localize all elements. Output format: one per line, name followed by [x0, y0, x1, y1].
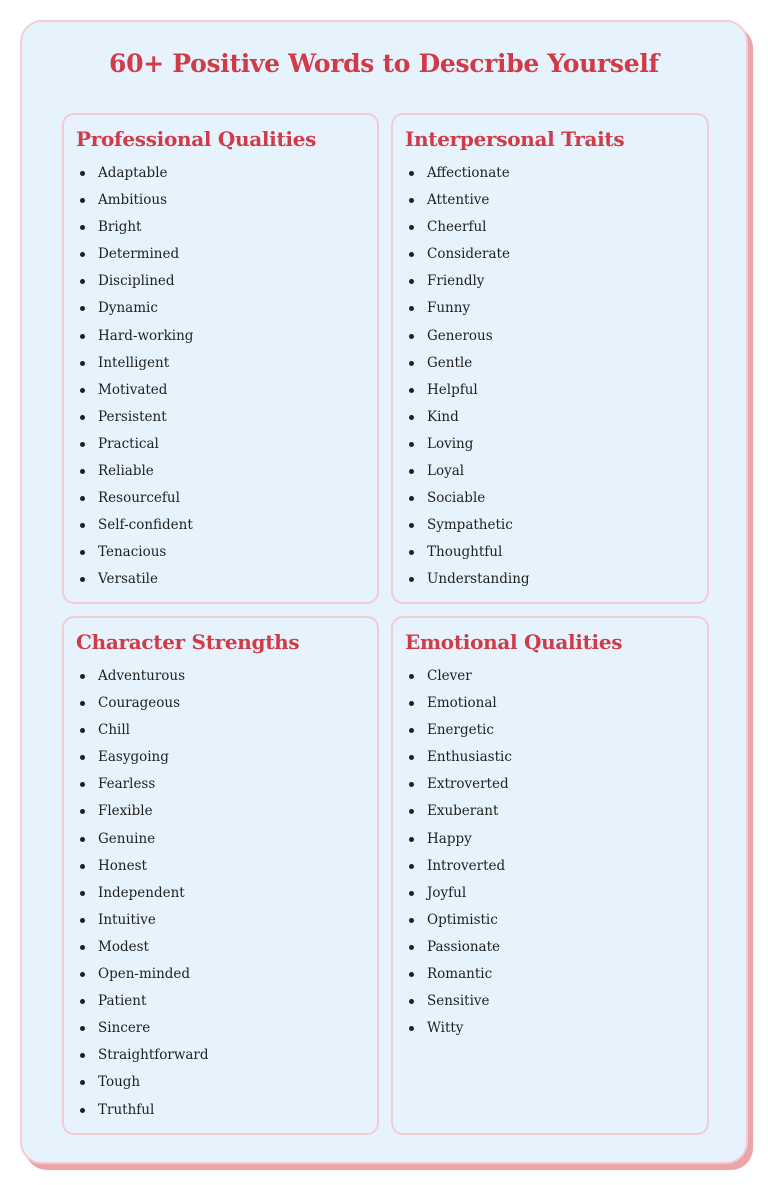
list-item: Adaptable — [77, 163, 193, 190]
list-item: Understanding — [406, 569, 530, 596]
list-item: Emotional — [406, 693, 512, 720]
section-heading: Professional Qualities — [76, 127, 317, 151]
list-item: Clever — [406, 666, 512, 693]
list-item: Fearless — [77, 774, 209, 801]
list-item: Exuberant — [406, 801, 512, 828]
list-item: Friendly — [406, 271, 530, 298]
list-item: Helpful — [406, 380, 530, 407]
list-item: Funny — [406, 298, 530, 325]
word-list — [77, 163, 193, 597]
list-item: Sociable — [406, 488, 530, 515]
list-item: Reliable — [77, 461, 193, 488]
list-item: Dynamic — [77, 298, 193, 325]
list-item: Self-confident — [77, 515, 193, 542]
list-item: Practical — [77, 434, 193, 461]
list-item: Sensitive — [406, 991, 512, 1018]
infographic-card — [20, 20, 748, 1164]
list-item: Introverted — [406, 856, 512, 883]
list-item: Passionate — [406, 937, 512, 964]
list-item: Versatile — [77, 569, 193, 596]
page-title: 60+ Positive Words to Describe Yourself — [109, 49, 659, 78]
section-character-strengths — [62, 616, 379, 1135]
list-item: Straightforward — [77, 1045, 209, 1072]
list-item: Resourceful — [77, 488, 193, 515]
list-item: Genuine — [77, 829, 209, 856]
list-item: Disciplined — [77, 271, 193, 298]
section-professional-qualities — [62, 113, 379, 604]
list-item: Chill — [77, 720, 209, 747]
section-heading: Interpersonal Traits — [405, 127, 625, 151]
list-item: Sincere — [77, 1018, 209, 1045]
list-item: Kind — [406, 407, 530, 434]
list-item: Loving — [406, 434, 530, 461]
list-item: Generous — [406, 326, 530, 353]
list-item: Motivated — [77, 380, 193, 407]
list-item: Patient — [77, 991, 209, 1018]
list-item: Joyful — [406, 883, 512, 910]
list-item: Thoughtful — [406, 542, 530, 569]
section-heading: Emotional Qualities — [405, 630, 623, 654]
list-item: Cheerful — [406, 217, 530, 244]
section-heading: Character Strengths — [76, 630, 300, 654]
list-item: Adventurous — [77, 666, 209, 693]
list-item: Courageous — [77, 693, 209, 720]
section-interpersonal-traits — [391, 113, 709, 604]
list-item: Affectionate — [406, 163, 530, 190]
list-item: Flexible — [77, 801, 209, 828]
word-list — [406, 666, 512, 1045]
list-item: Enthusiastic — [406, 747, 512, 774]
word-list — [77, 666, 209, 1127]
list-item: Open-minded — [77, 964, 209, 991]
list-item: Tenacious — [77, 542, 193, 569]
list-item: Easygoing — [77, 747, 209, 774]
section-emotional-qualities — [391, 616, 709, 1135]
list-item: Honest — [77, 856, 209, 883]
list-item: Intelligent — [77, 353, 193, 380]
word-list — [406, 163, 530, 597]
list-item: Hard-working — [77, 326, 193, 353]
list-item: Considerate — [406, 244, 530, 271]
list-item: Gentle — [406, 353, 530, 380]
list-item: Bright — [77, 217, 193, 244]
list-item: Sympathetic — [406, 515, 530, 542]
list-item: Tough — [77, 1072, 209, 1099]
list-item: Attentive — [406, 190, 530, 217]
list-item: Loyal — [406, 461, 530, 488]
list-item: Truthful — [77, 1100, 209, 1127]
list-item: Determined — [77, 244, 193, 271]
list-item: Optimistic — [406, 910, 512, 937]
list-item: Independent — [77, 883, 209, 910]
list-item: Persistent — [77, 407, 193, 434]
list-item: Happy — [406, 829, 512, 856]
list-item: Romantic — [406, 964, 512, 991]
list-item: Modest — [77, 937, 209, 964]
list-item: Energetic — [406, 720, 512, 747]
list-item: Extroverted — [406, 774, 512, 801]
list-item: Ambitious — [77, 190, 193, 217]
list-item: Intuitive — [77, 910, 209, 937]
list-item: Witty — [406, 1018, 512, 1045]
